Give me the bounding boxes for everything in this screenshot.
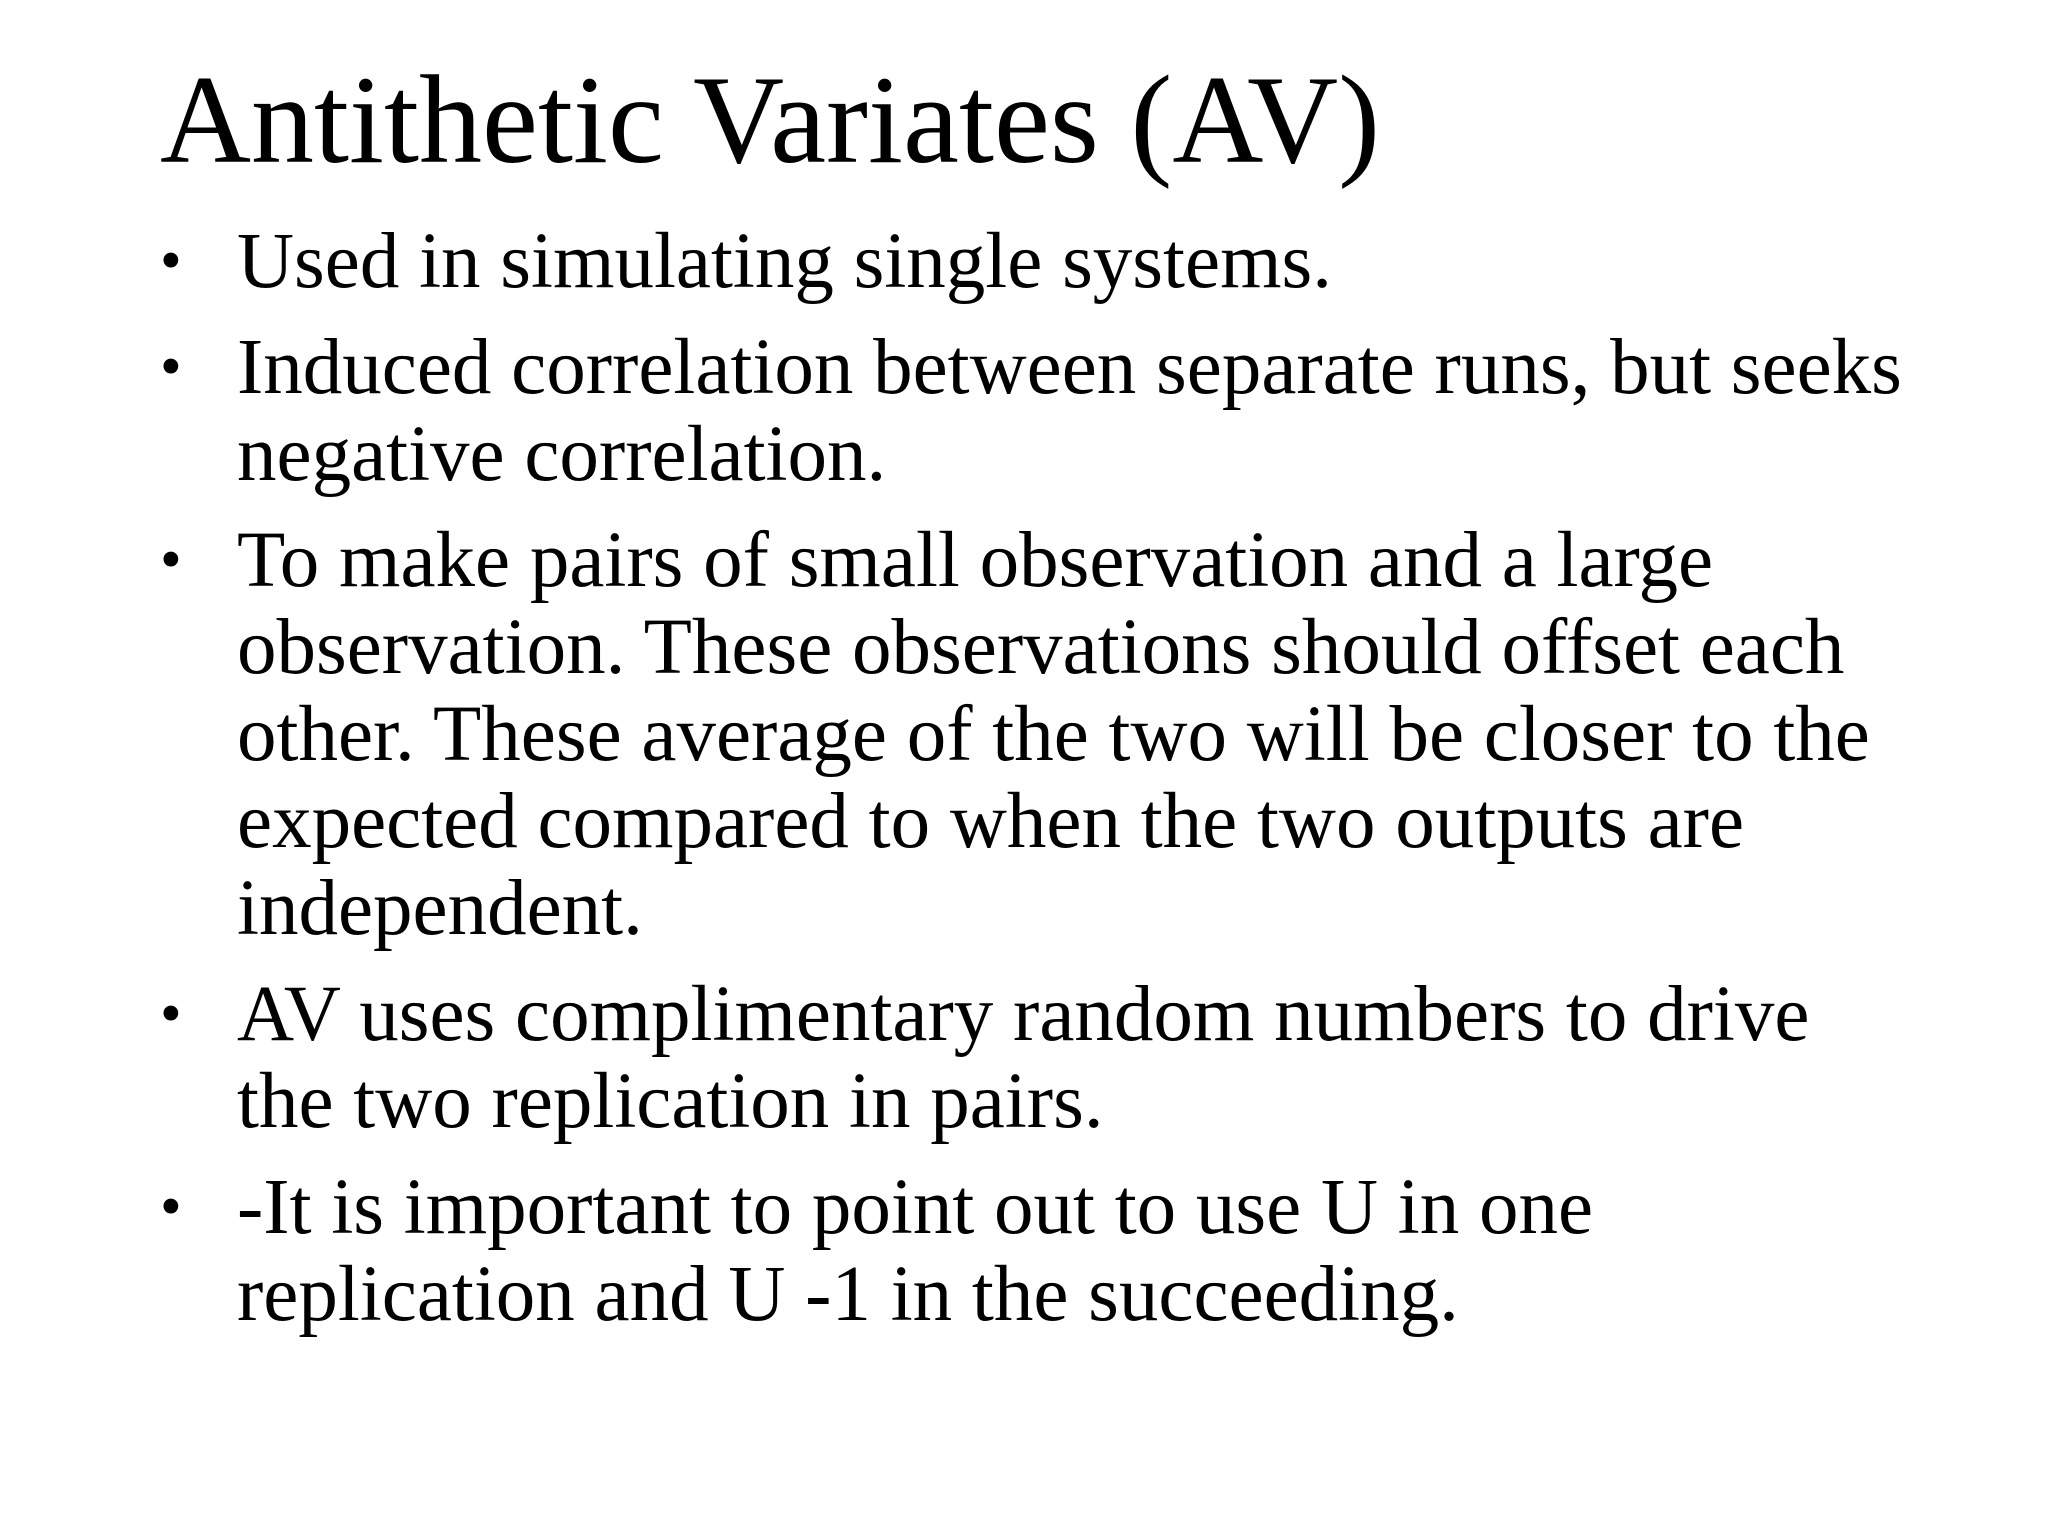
bullet-text: Induced correlation between separate runs, but seeks negative correlation.: [237, 324, 1902, 498]
bullet-item-use-u: [160, 1164, 1920, 1338]
bullet-dot-icon: •: [160, 1173, 182, 1241]
bullet-text: To make pairs of small observation and a large observation. These observations should offset each other. These average of the two will be closer to the expected compared to when the two outputs are independent.: [237, 517, 1870, 952]
bullet-text: Used in simulating single systems.: [237, 218, 1333, 305]
bullet-dot-icon: •: [160, 526, 182, 594]
bullet-item-av-uses: [160, 971, 1920, 1145]
bullet-dot-icon: •: [160, 227, 182, 295]
bullet-text: -It is important to point out to use U in one replication and U -1 in the succeeding.: [237, 1164, 1594, 1338]
slide-title: Antithetic Variates (AV): [160, 51, 1381, 190]
bullet-item-induced-correlation: [160, 324, 1920, 498]
bullet-text: AV uses complimentary random numbers to drive the two replication in pairs.: [237, 971, 1810, 1145]
bullet-dot-icon: •: [160, 980, 182, 1048]
bullet-dot-icon: •: [160, 333, 182, 401]
bullet-item-make-pairs: [160, 517, 1920, 952]
bullet-list: [160, 218, 1920, 1357]
bullet-item-used-in-simulating: [160, 218, 1920, 305]
